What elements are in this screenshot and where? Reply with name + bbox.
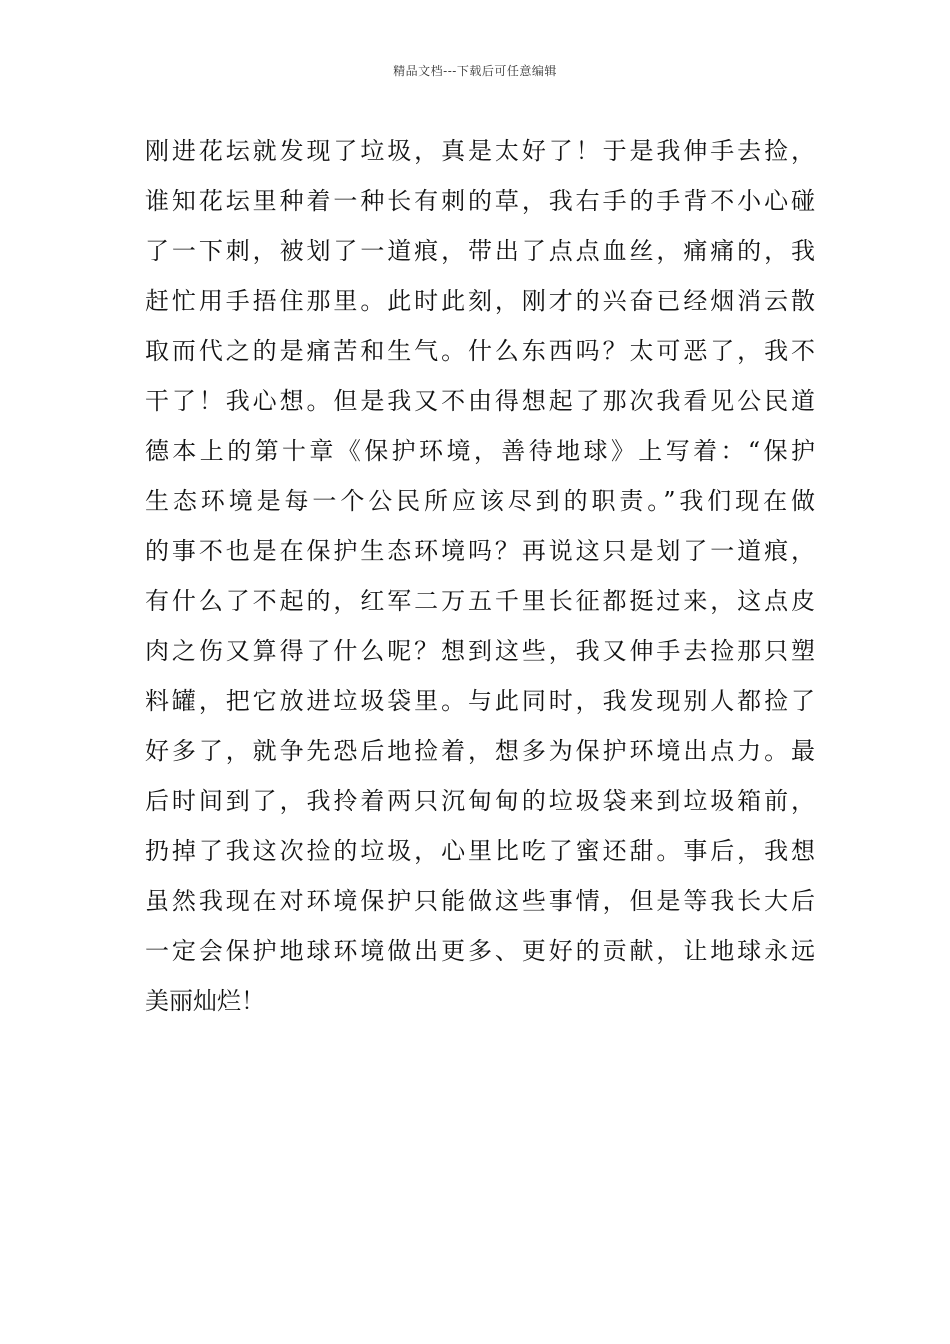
page-header: 精品文档---下载后可任意编辑 — [393, 64, 557, 78]
text-line: 的事不也是在保护生态环境吗？再说这只是划了一道痕， — [145, 537, 815, 565]
text-line: 有什么了不起的，红军二万五千里长征都挺过来，这点皮 — [145, 587, 815, 615]
body-paragraph — [145, 126, 815, 1026]
text-line: 美丽灿烂！ — [145, 987, 265, 1015]
text-line: 后时间到了，我拎着两只沉甸甸的垃圾袋来到垃圾箱前， — [145, 787, 815, 815]
text-line: 一定会保护地球环境做出更多、更好的贡献，让地球永远 — [145, 937, 815, 965]
text-line: 赶忙用手捂住那里。此时此刻，刚才的兴奋已经烟消云散 — [145, 287, 815, 315]
text-line: 德本上的第十章《保护环境，善待地球》上写着：“保护 — [145, 437, 815, 465]
text-line: 刚进花坛就发现了垃圾，真是太好了！于是我伸手去捡， — [145, 137, 815, 165]
text-line: 了一下刺，被划了一道痕，带出了点点血丝，痛痛的，我 — [145, 237, 815, 265]
text-line: 肉之伤又算得了什么呢？想到这些，我又伸手去捡那只塑 — [145, 637, 815, 665]
text-line: 好多了，就争先恐后地捡着，想多为保护环境出点力。最 — [145, 737, 815, 765]
text-line: 料罐，把它放进垃圾袋里。与此同时，我发现别人都捡了 — [145, 687, 815, 715]
text-line: 干了！我心想。但是我又不由得想起了那次我看见公民道 — [145, 387, 815, 415]
text-line: 扔掉了我这次捡的垃圾，心里比吃了蜜还甜。事后，我想 — [145, 837, 815, 865]
text-line: 生态环境是每一个公民所应该尽到的职责。”我们现在做 — [145, 487, 815, 515]
text-line: 谁知花坛里种着一种长有刺的草，我右手的手背不小心碰 — [145, 187, 815, 215]
text-line: 取而代之的是痛苦和生气。什么东西吗？太可恶了，我不 — [145, 337, 815, 365]
text-line: 虽然我现在对环境保护只能做这些事情，但是等我长大后 — [145, 887, 815, 915]
